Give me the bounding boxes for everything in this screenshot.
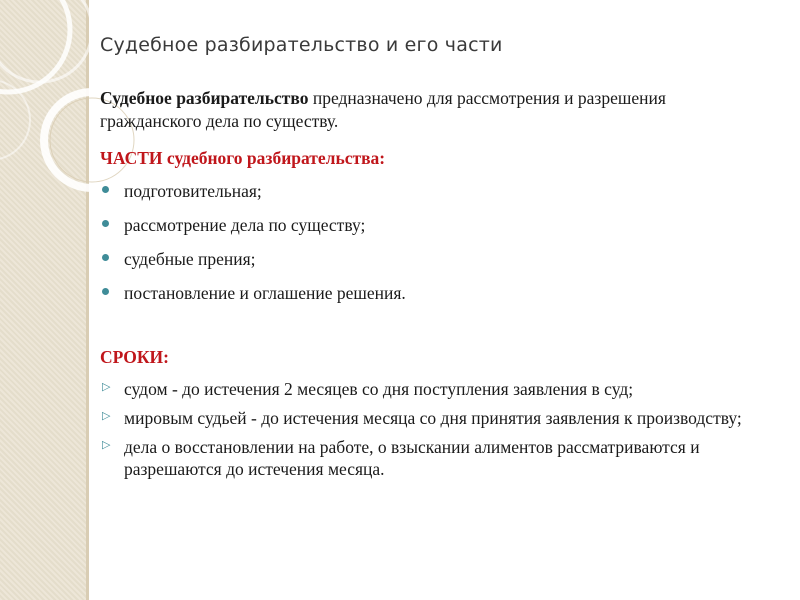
list-item-text: рассмотрение дела по существу; [124, 215, 366, 235]
list-item-text: подготовительная; [124, 181, 262, 201]
filled-dot-icon [102, 288, 109, 295]
filled-dot-icon [102, 220, 109, 227]
list-item-text: судом - до истечения 2 месяцев со дня поступления заявления в суд; [124, 379, 634, 399]
intro-bold-term: Судебное разбирательство [100, 88, 309, 108]
list-item-text: судебные прения; [124, 249, 256, 269]
list-item [100, 248, 780, 271]
hollow-triangle-icon: ▷ [102, 437, 111, 451]
parts-list [100, 180, 780, 316]
parts-heading: ЧАСТИ судебного разбирательства: [100, 148, 386, 168]
intro-paragraph [100, 87, 770, 133]
terms-heading: СРОКИ: [100, 347, 169, 367]
list-item [100, 407, 790, 430]
filled-dot-icon [102, 254, 109, 261]
list-item-text: мировым судьей - до истечения месяца со дня принятия заявления к производству; [124, 407, 742, 428]
slide-title: Судебное разбирательство и его части [100, 34, 503, 56]
hollow-triangle-icon: ▷ [102, 408, 111, 422]
list-item [100, 214, 780, 237]
filled-dot-icon [102, 186, 109, 193]
list-item-text: дела о восстановлении на работе, о взыскании алиментов рассматриваются и разрешаются до истечения месяца. [124, 436, 700, 480]
list-item-text: постановление и оглашение решения. [124, 283, 406, 303]
list-item [100, 180, 780, 203]
list-item [100, 378, 790, 401]
list-item [100, 282, 780, 305]
hollow-triangle-icon: ▷ [102, 380, 111, 393]
terms-list [100, 378, 790, 487]
intro-text: предназначено для рассмотрения и разрешения гражданского дела по существу. [100, 88, 666, 131]
list-item [100, 436, 790, 482]
